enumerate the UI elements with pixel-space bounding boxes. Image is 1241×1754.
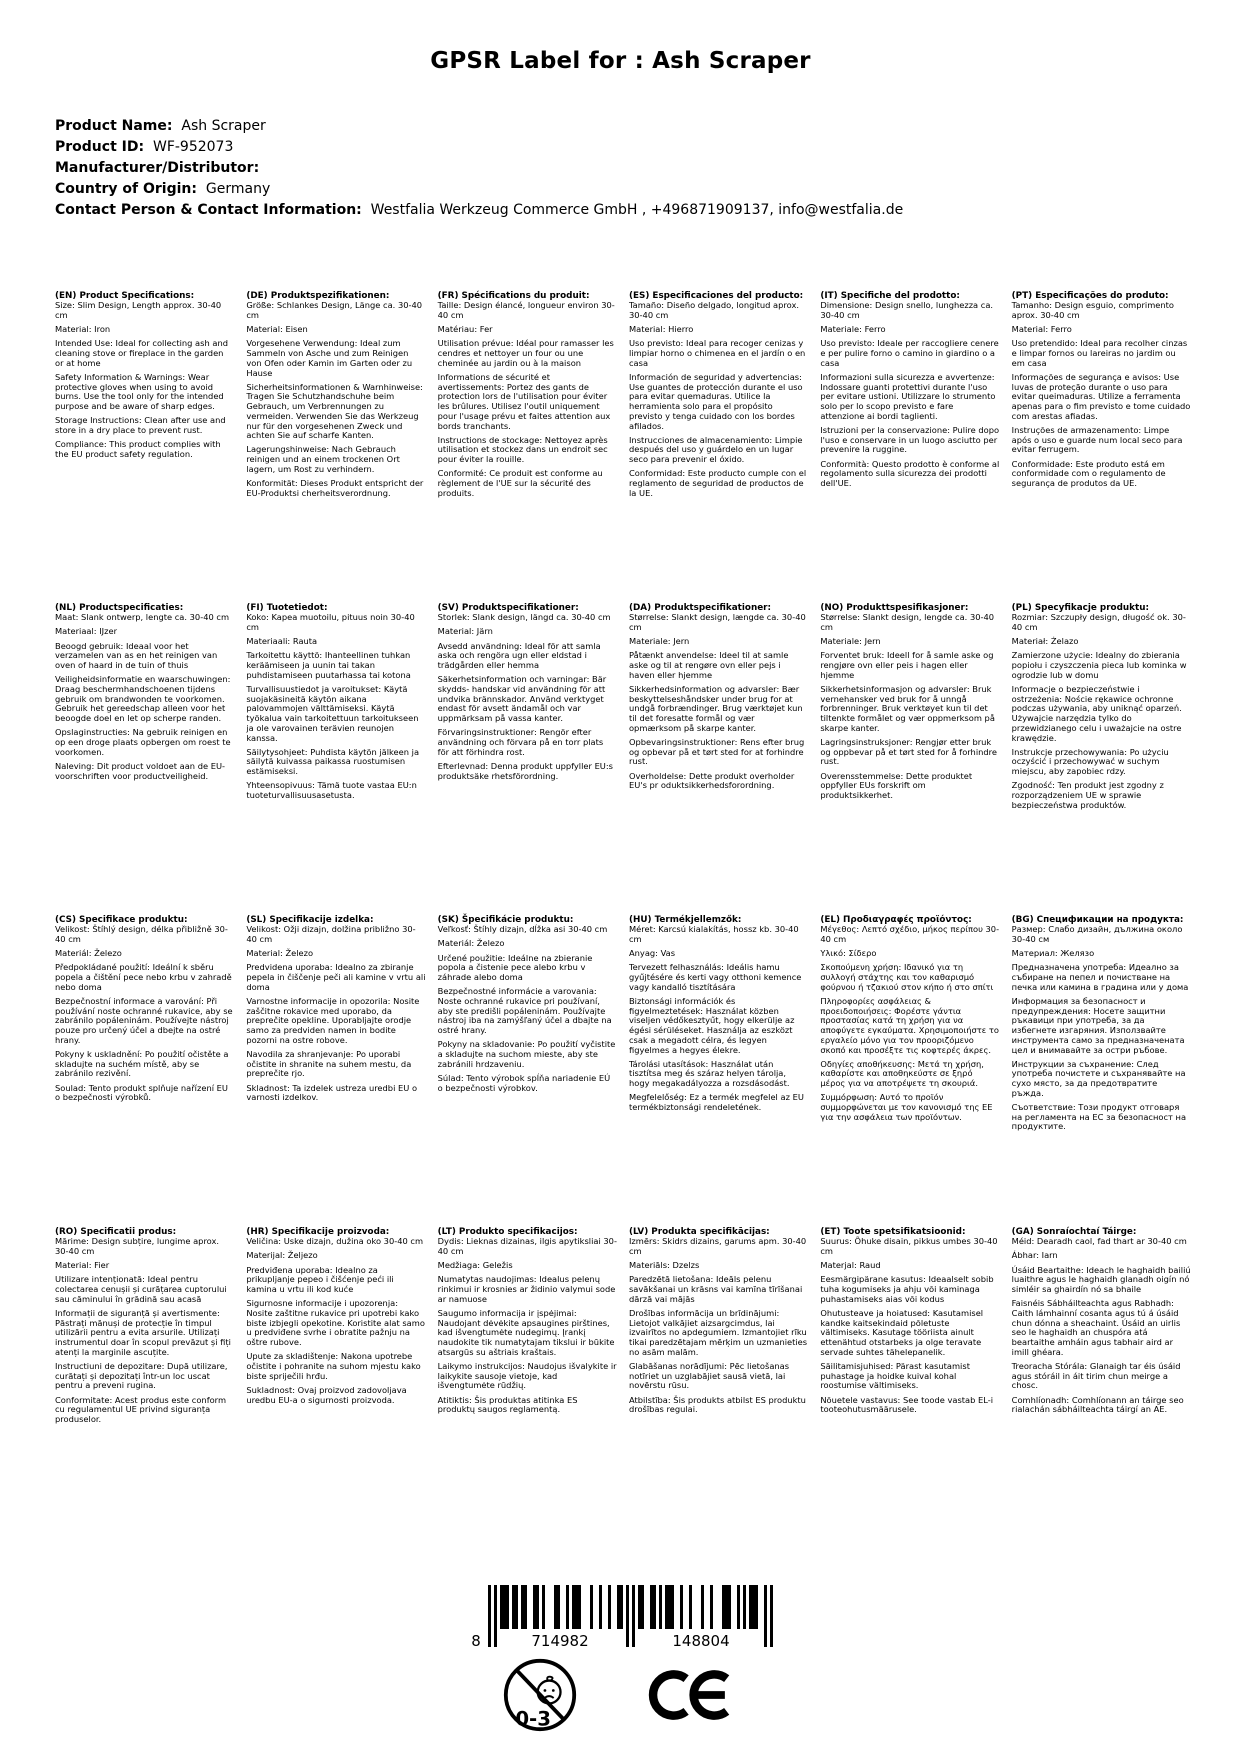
spec-block-heading: (SK) Špecifikácie produktu: — [437, 915, 574, 925]
spec-paragraph: Съответствие: Този продукт отговаря на регламента на ЕС за безопасност на продуктите. — [1011, 1102, 1187, 1132]
spec-block-sk — [438, 915, 617, 1227]
spec-paragraph: Materiál: Železo — [437, 938, 505, 949]
spec-paragraph: Opbevaringsinstruktioner: Rens efter brug og opbevar på et tørt sted for at forhindre rust. — [628, 737, 805, 767]
spec-paragraph: Materiał: Żelazo — [1011, 636, 1079, 647]
spec-paragraph: Instructiuni de depozitare: După utilizare, curătați și depozitați într-un loc uscat pentru a preveni rugina. — [55, 1361, 228, 1391]
spec-paragraph: Conformité: Ce produit est conforme au règlement de l'UE sur la sécurité des produits. — [437, 468, 603, 498]
spec-block-heading: (CS) Specifikace produktu: — [55, 915, 188, 925]
spec-block-fr — [438, 291, 617, 603]
spec-paragraph: Säilytysohjeet: Puhdista käytön jälkeen ja säilytä kuivassa paikassa ruostumisen estämiseksi. — [246, 746, 420, 777]
spec-paragraph: Forventet bruk: Ideell for å samle aske og rengjøre ovn eller peis i hagen eller hjemme — [820, 650, 994, 680]
compliance-icons-row — [0, 1657, 1241, 1733]
spec-paragraph: Overensstemmelse: Dette produktet oppfyller EUs forskrift om produktsikkerhet. — [820, 770, 973, 801]
spec-paragraph: Určené použitie: Ideálne na zbieranie popola a čistenie pece alebo krbu v záhrade alebo doma — [437, 952, 593, 983]
spec-paragraph: Skladnost: Ta izdelek ustreza uredbi EU o varnosti izdelkov. — [246, 1082, 418, 1103]
spec-paragraph: Lagringsinstruksjoner: Rengjør etter bruk og oppbevar på et tørt sted for å forhindre rust. — [820, 737, 997, 767]
spec-block-heading: (HR) Specifikacije proizvoda: — [246, 1227, 390, 1237]
spec-block-it — [820, 291, 999, 603]
spec-paragraph: Atitiktis: Šis produktas atitinka ES produktų saugos reglamentą. — [437, 1394, 578, 1415]
spec-paragraph: Информация за безопасност и предупреждения: Носете защитни ръкавици при употреба, за да избегнете изгаряния. Използвайте инструмента само за предназначената цел и внимавайте за остри ръбове. — [1011, 996, 1185, 1055]
spec-block-heading: (DA) Produktspecifikationer: — [628, 603, 772, 613]
spec-paragraph: Laikymo instrukcijos: Naudojus išvalykite ir laikykite sausoje vietoje, kad išvengtumėte rūdžių. — [437, 1361, 617, 1391]
spec-paragraph: Faisnéis Sábháilteachta agus Rabhadh: Caith lámhainní cosanta agus tú á úsáid chun dónna a sheachaint. Úsáid an uirlis seo le haghaidh an chuspóra atá beartaithe amháin agus tabhair aird ar imill ghéara. — [1011, 1298, 1181, 1357]
spec-block-heading: (SL) Specifikacije izdelka: — [246, 915, 374, 925]
spec-paragraph: Matériau: Fer — [437, 324, 493, 335]
spec-paragraph: Méret: Karcsú kialakítás, hossz kb. 30-40 cm — [628, 924, 799, 944]
spec-block-heading: (IT) Specifiche del prodotto: — [820, 291, 960, 301]
spec-paragraph: Comhlíonadh: Comhlíonann an táirge seo rialachán sábháilteachta táirgí an AE. — [1011, 1394, 1184, 1415]
product-field-label: Contact Person & Contact Information: — [55, 202, 362, 218]
spec-paragraph: Izmērs: Skidrs dizains, garums apm. 30-40 cm — [628, 1236, 807, 1256]
product-field — [55, 116, 1186, 137]
spec-block-cs — [55, 915, 234, 1227]
spec-block-heading: (ET) Toote spetsifikatsioonid: — [820, 1227, 966, 1237]
spec-paragraph: Biztonsági információk és figyelmeztetések: Használat közben viseljen védőkesztyűt, hogy elkerülje az égési sérüléseket. Használja az eszközt csak a megadott célra, és legyen figyelmes a hegyes élekre. — [628, 996, 795, 1055]
spec-block-heading: (ES) Especificaciones del producto: — [628, 291, 804, 301]
spec-block-lt — [438, 1227, 617, 1539]
age-warning-label: 0-3 — [514, 1707, 551, 1731]
spec-block-heading: (HU) Termékjellemzők: — [628, 915, 742, 925]
spec-block-no — [820, 603, 999, 915]
spec-paragraph: Intended Use: Ideal for collecting ash and cleaning stove or fireplace in the garden or at home — [55, 338, 228, 368]
spec-paragraph: Sikkerhetsinformasjon og advarsler: Bruk vernehansker ved bruk for å unngå forbrenninger. Bruk verktøyet kun til det tiltenkte formålet og vær oppmerksom på skarpe kanter. — [820, 684, 995, 733]
spec-paragraph: Material: Eisen — [246, 324, 308, 335]
spec-block-pl — [1012, 603, 1191, 915]
spec-block-hu — [629, 915, 808, 1227]
spec-paragraph: Koko: Kapea muotoilu, pituus noin 30-40 cm — [246, 612, 415, 632]
spec-paragraph: Megfelelőség: Ez a termék megfelel az EU termékbiztonsági rendeletének. — [628, 1092, 804, 1113]
spec-paragraph: Påtænkt anvendelse: Ideel til at samle aske og til at rengøre ovn eller pejs i haven eller hjemme — [628, 650, 789, 680]
spec-paragraph: Материал: Желязо — [1011, 948, 1095, 959]
spec-paragraph: Conformitate: Acest produs este conform cu regulamentul UE privind siguranța produselor. — [55, 1394, 227, 1425]
spec-paragraph: Storlek: Slank design, längd ca. 30-40 cm — [437, 612, 611, 623]
spec-paragraph: Zamierzone użycie: Idealny do zbierania popiołu i czyszczenia pieca lub kominka w ogrodzie lub w domu — [1011, 650, 1187, 680]
spec-paragraph: Informații de siguranță și avertismente: Păstrați mănuși de protecție în timpul utilizării pentru a evita arsurile. Utilizați instrumentul doar în scopul prevăzut și fiți atenți la marginile ascuțite. — [55, 1308, 231, 1357]
spec-paragraph: Material: Ferro — [1011, 324, 1072, 335]
spec-paragraph: Velikost: Ožji dizajn, dolžina približno 30-40 cm — [246, 924, 416, 944]
spec-block-heading: (NL) Productspecificaties: — [55, 603, 184, 613]
barcode-left-group: 714982 — [531, 1632, 589, 1649]
spec-paragraph: Tamanho: Design esguio, comprimento aprox. 30-40 cm — [1011, 300, 1174, 320]
product-field — [55, 158, 1186, 179]
spec-paragraph: Taille: Design élancé, longueur environ 30-40 cm — [437, 300, 615, 320]
spec-paragraph: Materiaali: Rauta — [246, 636, 318, 647]
spec-paragraph: Uso previsto: Ideal para recoger cenizas y limpiar horno o chimenea en el jardín o en casa — [628, 338, 806, 368]
spec-paragraph: Informations de sécurité et avertissements: Portez des gants de protection lors de l'utilisation pour éviter les brûlures. Utilisez l'outil uniquement pour l'usage prévu et faites attention aux bords tranchants. — [437, 372, 611, 431]
spec-block-ga — [1012, 1227, 1191, 1539]
spec-block-lv — [629, 1227, 808, 1539]
spec-paragraph: Σκοπούμενη χρήση: Ιδανικό για τη συλλογή στάχτης και τον καθαρισμό φούρνου ή τζακιού στον κήπο ή στο σπίτι — [820, 962, 994, 992]
spec-paragraph: Size: Slim Design, Length approx. 30-40 cm — [55, 300, 222, 320]
spec-paragraph: Размер: Слабо дизайн, дължина около 30-40 см — [1011, 924, 1183, 944]
spec-paragraph: Lagerungshinweise: Nach Gebrauch reinigen und an einem trockenen Ort lagern, um Rost zu verhindern. — [246, 444, 400, 474]
spec-paragraph: Materiāls: Dzelzs — [628, 1260, 700, 1271]
product-field-value: WF-952073 — [144, 139, 234, 155]
spec-paragraph: Material: Iron — [55, 324, 111, 335]
spec-paragraph: Bezpečnostní informace a varování: Při používání noste ochranné rukavice, aby se zabránilo popáleninám. Používejte nástroj pouze pro určený účel a dbejte na ostré hrany. — [55, 996, 233, 1045]
spec-paragraph: Overholdelse: Dette produkt overholder EU's pr oduktsikkerhedsforordning. — [628, 770, 795, 791]
spec-paragraph: Materjal: Raud — [820, 1260, 881, 1271]
spec-paragraph: Treoracha Stórála: Glanaigh tar éis úsáid agus stóráil in áit tirim chun meirge a chosc. — [1011, 1361, 1181, 1391]
spec-block-heading: (SV) Produktspecifikationer: — [437, 603, 579, 613]
spec-block-heading: (NO) Produkttspesifikasjoner: — [820, 603, 969, 613]
spec-paragraph: Súlad: Tento výrobok spĺňa nariadenie EÚ o bezpečnosti výrobkov. — [437, 1072, 611, 1093]
spec-paragraph: Efterlevnad: Denna produkt uppfyller EU:s produktsäke rhetsförordning. — [437, 760, 614, 781]
spec-paragraph: Pokyny k uskladnění: Po použití očistěte a skladujte na suchém místě, aby se zabránilo rezivění. — [55, 1049, 229, 1079]
spec-paragraph: Storage Instructions: Clean after use and store in a dry place to prevent rust. — [55, 415, 226, 436]
spec-block-heading: (EN) Product Specifications: — [55, 291, 195, 301]
spec-block-heading: (PL) Specyfikacje produktu: — [1011, 603, 1150, 613]
spec-paragraph: Rozmiar: Szczupły design, długość ok. 30-40 cm — [1011, 612, 1186, 632]
spec-paragraph: Conformità: Questo prodotto è conforme al regolamento sulla sicurezza dei prodotti dell'UE. — [820, 458, 1000, 489]
product-field-label: Manufacturer/Distributor: — [55, 160, 260, 176]
spec-paragraph: Υλικό: Σίδερο — [820, 948, 877, 959]
spec-paragraph: Veličina: Uske dizajn, dužina oko 30-40 cm — [246, 1236, 424, 1247]
spec-paragraph: Tamaño: Diseño delgado, longitud aprox. 30-40 cm — [628, 300, 800, 320]
barcode-first-digit: 8 — [471, 1632, 481, 1649]
spec-block-pt — [1012, 291, 1191, 603]
spec-block-hr — [246, 1227, 425, 1539]
spec-paragraph: Beoogd gebruik: Ideaal voor het verzamelen van as en het reinigen van oven of haard in de tuin of thuis — [55, 640, 218, 671]
spec-block-nl — [55, 603, 234, 915]
spec-paragraph: Material: Järn — [437, 626, 493, 637]
spec-block-da — [629, 603, 808, 915]
spec-paragraph: Πληροφορίες ασφάλειας & προειδοποιήσεις: Φορέστε γάντια προστασίας κατά τη χρήση για να αποφύγετε εγκαύματα. Χρησιμοποιήστε το εργαλείο μόνο για τον προοριζόμενο σκοπό και προσέξτε τις κοφτερές άκρες. — [820, 996, 999, 1055]
spec-paragraph: Predviđena uporaba: Idealno za prikupljanje pepeo i čišćenje peći ili kamina u vrtu ili kod kuće — [246, 1264, 394, 1295]
spec-paragraph: Navodila za shranjevanje: Po uporabi očistite in shranite na suhem mestu, da preprečite rjo. — [246, 1049, 412, 1079]
spec-paragraph: Säilitamisjuhised: Pärast kasutamist puhastage ja hoidke kuival kohal roostumise vältimiseks. — [820, 1361, 970, 1391]
product-field — [55, 200, 1186, 221]
spec-paragraph: Medžiaga: Geležis — [437, 1260, 513, 1271]
spec-paragraph: Säkerhetsinformation och varningar: Bär skydds- handskar vid användning för att undvika brännskador. Använd verktyget endast för avsett ändamål och var uppmärksam på vassa kanter. — [437, 674, 607, 724]
barcode-right-group: 148804 — [672, 1632, 730, 1649]
spec-paragraph: Instrukcje przechowywania: Po użyciu oczyścić i przechowywać w suchym miejscu, aby zapobiec rdzy. — [1011, 746, 1169, 777]
product-field-label: Product ID: — [55, 139, 145, 155]
spec-paragraph: Informações de segurança e avisos: Use luvas de proteção durante o uso para evitar queimaduras. Utilize a ferramenta apenas para o fim previsto e tome cuidado com arestas afiadas. — [1011, 372, 1191, 421]
spec-paragraph: Materiale: Ferro — [820, 324, 886, 335]
spec-paragraph: Compliance: This product complies with the EU product safety regulation. — [55, 439, 221, 459]
spec-paragraph: Material: Fier — [55, 1260, 110, 1271]
spec-paragraph: Safety Information & Warnings: Wear protective gloves when using to avoid burns. Use the tool only for the intended purpose and be aware of sharp edges. — [55, 372, 224, 412]
spec-paragraph: Utilizare intenționată: Ideal pentru colectarea cenușii și curățarea cuptorului sau căminului în grădină sau acasă — [55, 1274, 227, 1304]
spec-paragraph: Maat: Slank ontwerp, lengte ca. 30-40 cm — [55, 612, 230, 623]
spec-block-de — [246, 291, 425, 603]
spec-paragraph: Úsáid Beartaithe: Ideach le haghaidh bailiú luaithre agus le haghaidh glanadh oigín nó simléir sa ghairdín nó sa bhaile — [1011, 1264, 1191, 1295]
spec-block-heading: (LT) Produkto specifikacijos: — [437, 1227, 578, 1237]
spec-block-et — [820, 1227, 999, 1539]
spec-paragraph: Förvaringsinstruktioner: Rengör efter användning och förvara på en torr plats för att förhindra rost. — [437, 727, 604, 757]
spec-block-heading: (GA) Sonraíochtaí Táirge: — [1011, 1227, 1137, 1237]
spec-paragraph: Utilisation prévue: Idéal pour ramasser les cendres et nettoyer un four ou une cheminée au jardin ou à la maison — [437, 338, 614, 368]
spec-block-es — [629, 291, 808, 603]
spec-paragraph: Bezpečnostné informácie a varovania: Noste ochranné rukavice pri používaní, aby ste predišli popáleninám. Používajte nástroj iba na zamýšľaný účel a dbajte na ostré hrany. — [437, 986, 612, 1036]
spec-paragraph: Konformität: Dieses Produkt entspricht der EU-Produktsi cherheitsverordnung. — [246, 478, 424, 498]
spec-paragraph: Ohutusteave ja hoiatused: Kasutamisel kandke kaitsekindaid põletuste vältimiseks. Kasutage tööriista ainult ettenähtud otstarbeks ja olge teravate servade suhtes tähelepanelik. — [820, 1308, 984, 1357]
spec-paragraph: Μέγεθος: Λεπτό σχέδιο, μήκος περίπου 30-40 cm — [820, 924, 1000, 944]
product-info — [55, 116, 1186, 221]
spec-paragraph: Materiale: Jern — [628, 636, 690, 647]
spec-block-heading: (EL) Προδιαγραφές προϊόντος: — [820, 915, 972, 925]
spec-paragraph: Materijal: Željezo — [246, 1250, 318, 1261]
product-field-value: Ash Scraper — [172, 118, 266, 134]
product-field-label: Product Name: — [55, 118, 173, 134]
spec-paragraph: Predvidena uporaba: Idealno za zbiranje pepela in čiščenje peči ali kamine v vrtu ali doma — [246, 962, 426, 992]
spec-paragraph: Sikkerhedsinformation og advarsler: Bær beskyttelseshåndsker under brug for at undgå forbrændinger. Brug værktøjet kun til det foresatte formål og vær opmærksom på skarpe kanter. — [628, 684, 803, 733]
spec-paragraph: Avsedd användning: Ideal för att samla aska och rengöra ugn eller eldstad i trädgården eller hemma — [437, 640, 601, 671]
spec-paragraph: Uso pretendido: Ideal para recolher cinzas e limpar fornos ou lareiras no jardim ou em casa — [1011, 338, 1188, 368]
spec-paragraph: Material: Železo — [246, 948, 314, 959]
spec-paragraph: Yhteensopivuus: Tämä tuote vastaa EU:n tuoteturvallisuusasetusta. — [246, 780, 417, 801]
spec-paragraph: Atbilstība: Šis produkts atbilst ES produktu drošības regulai. — [628, 1394, 806, 1415]
spec-paragraph: Tarkoitettu käyttö: Ihanteellinen tuhkan keräämiseen ja uunin tai takan puhdistamiseen puutarhassa tai kotona — [246, 650, 411, 680]
spec-block-fi — [246, 603, 425, 915]
product-field-value: Germany — [197, 181, 271, 197]
spec-paragraph: Soulad: Tento produkt splňuje nařízení EU o bezpečnosti výrobků. — [55, 1082, 228, 1103]
spec-paragraph: Pokyny na skladovanie: Po použití vyčistite a skladujte na suchom mieste, aby ste zabránili hrdzaveniu. — [437, 1039, 616, 1069]
spec-paragraph: Numatytas naudojimas: Idealus pelenų rinkimui ir krosnies ar židinio valymui sode ar namuose — [437, 1274, 616, 1304]
spec-block-sl — [246, 915, 425, 1227]
spec-block-heading: (PT) Especificações do produto: — [1011, 291, 1169, 301]
spec-paragraph: Conformidad: Este producto cumple con el reglamento de seguridad de productos de la UE. — [628, 468, 807, 498]
spec-block-heading: (LV) Produkta specifikācijas: — [628, 1227, 770, 1237]
spec-paragraph: Størrelse: Slankt design, længde ca. 30-40 cm — [628, 612, 806, 632]
spec-paragraph: Veiligheidsinformatie en waarschuwingen: Draag beschermhandschoenen tijdens gebruik om brandwonden te voorkomen. Gebruik het gereedschap alleen voor het beoogde doel en let op scherpe randen. — [55, 674, 231, 724]
spec-paragraph: Sukladnost: Ovaj proizvod zadovoljava uredbu EU-a o sigurnosti proizvoda. — [246, 1384, 407, 1405]
spec-paragraph: Zgodność: Ten produkt jest zgodny z rozporządzeniem UE w sprawie bezpieczeństwa produktów. — [1011, 780, 1164, 810]
spec-paragraph: Upute za skladištenje: Nakona upotrebe očistite i pohranite na suhom mjestu kako biste spriječili hrđu. — [246, 1351, 421, 1381]
spec-paragraph: Opslaginstructies: Na gebruik reinigen en op een droge plaats opbergen om roest te voorkomen. — [55, 727, 231, 757]
spec-block-heading: (RO) Specificatii produs: — [55, 1227, 177, 1237]
spec-block-en — [55, 291, 234, 603]
spec-paragraph: Nõuetele vastavus: See toode vastab EL-i tooteohutusmäärusele. — [820, 1394, 994, 1415]
page-title: GPSR Label for : Ash Scraper — [430, 48, 811, 74]
spec-paragraph: Materiaal: IJzer — [55, 626, 117, 637]
spec-paragraph: Glabāšanas norādījumi: Pēc lietošanas notīriet un uzglabājiet sausā vietā, lai novērstu rūsu. — [628, 1361, 790, 1391]
spec-paragraph: Informacje o bezpieczeństwie i ostrzeżenia: Noście rękawice ochronne podczas używania, aby uniknąć oparzeń. Używajcie narzędzia tylko do przewidzianego celu i uważajcie na ostre krawędzie. — [1011, 684, 1182, 743]
spec-paragraph: Anyag: Vas — [628, 948, 676, 959]
spec-paragraph: Συμμόρφωση: Αυτό το προϊόν συμμορφώνεται με τον κανονισμό της ΕΕ για την ασφάλεια των προϊόντων. — [820, 1092, 993, 1122]
age-warning-0-3-icon — [502, 1657, 578, 1733]
spec-block-heading: (FI) Tuotetiedot: — [246, 603, 328, 613]
spec-paragraph: Veľkosť: Štíhly dizajn, dĺžka asi 30-40 cm — [437, 924, 608, 935]
spec-paragraph: Mărime: Design subțire, lungime aprox. 30-40 cm — [55, 1236, 220, 1256]
spec-paragraph: Předpokládané použití: Ideální k sběru popela a čištění pece nebo krbu v zahradě nebo doma — [55, 962, 232, 992]
spec-paragraph: Méid: Dearadh caol, fad thart ar 30-40 cm — [1011, 1236, 1187, 1247]
barcode-section — [0, 1585, 1241, 1649]
spec-paragraph: Saugumo informacija ir įspėjimai: Naudojant dėvėkite apsaugines pirštines, kad išvengtumėte nudegimų. Įrankį naudokite tik numatytajam tikslui ir būkite atsargūs su aštriais kraštais. — [437, 1308, 615, 1357]
spec-paragraph: Предназначена употреба: Идеално за събиране на пепел и почистване на печка или камина в градина или у дома — [1011, 962, 1189, 992]
baby-face-glyph — [537, 1677, 560, 1704]
spec-paragraph: Materiale: Jern — [820, 636, 881, 647]
spec-paragraph: Instruções de armazenamento: Limpe após o uso e guarde num local seco para evitar ferrugem. — [1011, 425, 1183, 455]
spec-paragraph: Sigurnosne informacije i upozorenja: Nosite zaštitne rukavice pri upotrebi kako biste izbjegli opekotine. Koristite alat samo u predviđene svrhe i obratite pažnju na oštre rubove. — [246, 1298, 425, 1348]
spec-block-heading: (FR) Spécifications du produit: — [437, 291, 590, 301]
spec-paragraph: Conformidade: Este produto está em conformidade com o regulamento de segurança de produtos da UE. — [1011, 458, 1166, 489]
product-field — [55, 137, 1186, 158]
spec-paragraph: Velikost: Štíhlý design, délka přibližně 30-40 cm — [55, 924, 228, 944]
spec-paragraph: Varnostne informacije in opozorila: Nosite zaščitne rokavice med uporabo, da preprečite opekline. Uporabljajte orodje samo za predviden namen in bodite pozorni na ostre robove. — [246, 996, 420, 1045]
spec-block-el — [820, 915, 999, 1227]
spec-paragraph: Инструкции за съхранение: След употреба почистете и съхранявайте на сухо място, за да предотвратите ръжда. — [1011, 1058, 1186, 1098]
spec-paragraph: Dimensione: Design snello, lunghezza ca. 30-40 cm — [820, 300, 994, 320]
spec-paragraph: Größe: Schlankes Design, Länge ca. 30-40 cm — [246, 300, 423, 320]
spec-paragraph: Tervezett felhasználás: Ideális hamu gyűjtésére és kerti vagy otthoni kemence vagy kandalló tisztítására — [628, 962, 802, 992]
product-field — [55, 179, 1186, 200]
product-field-label: Country of Origin: — [55, 181, 197, 197]
spec-block-heading: (DE) Produktspezifikationen: — [246, 291, 390, 301]
ean13-barcode-icon — [468, 1585, 773, 1649]
spec-paragraph: Drošības informācija un brīdinājumi: Lietojot valkājiet aizsargcimdus, lai izvairītos no apdegumiem. Izmantojiet rīku tikai paredzētajam mērķim un uzmanieties no asām malām. — [628, 1308, 808, 1357]
spec-block-ro — [55, 1227, 234, 1539]
spec-paragraph: Naleving: Dit product voldoet aan de EU-voorschriften voor productveiligheid. — [55, 760, 226, 781]
spec-paragraph: Instructions de stockage: Nettoyez après utilisation et stockez dans un endroit sec pour éviter la rouille. — [437, 434, 608, 465]
spec-paragraph: Istruzioni per la conservazione: Pulire dopo l'uso e conservare in un luogo asciutto per prevenire la ruggine. — [820, 425, 1000, 455]
spec-paragraph: Turvallisuustiedot ja varoitukset: Käytä suojakäsineitä käytön aikana palovammojen välttämiseksi. Käytä työkalua vain tarkoitettuun tarkoitukseen ja ole varovainen terävien reunojen kanssa. — [246, 684, 419, 743]
spec-paragraph: Οδηγίες αποθήκευσης: Μετά τη χρήση, καθαρίστε και αποθηκεύστε σε ξηρό μέρος για να αποτρέψετε τη σκουριά. — [820, 1058, 984, 1089]
spec-paragraph: Størrelse: Slankt design, lengde ca. 30-40 cm — [820, 612, 995, 632]
spec-paragraph: Sicherheitsinformationen & Warnhinweise: Tragen Sie Schutzhandschuhe beim Gebrauch, um Verbrennungen zu vermeiden. Verwenden Sie das Werkzeug nur für den vorgesehenen Zweck und achten Sie auf scharfe Kanten. — [246, 381, 423, 441]
spec-paragraph: Ábhar: Iarn — [1011, 1250, 1058, 1261]
spec-paragraph: Eesmärgipärane kasutus: Ideaalselt sobib tuha kogumiseks ja ahju või kaminaga puhastamiseks aias või kodus — [820, 1274, 994, 1304]
spec-grid — [55, 291, 1191, 1539]
spec-paragraph: Material: Hierro — [628, 324, 694, 335]
spec-paragraph: Instrucciones de almacenamiento: Limpie después del uso y guárdelo en un lugar seco para prevenir el óxido. — [628, 434, 803, 465]
spec-paragraph: Dydis: Lieknas dizainas, ilgis apytiksliai 30-40 cm — [437, 1236, 617, 1256]
spec-paragraph: Suurus: Õhuke disain, pikkus umbes 30-40 cm — [820, 1236, 998, 1256]
spec-paragraph: Materiál: Železo — [55, 948, 122, 959]
spec-block-sv — [438, 603, 617, 915]
spec-paragraph: Información de seguridad y advertencias: Use guantes de protección durante el uso para evitar quemaduras. Utilice la herramienta solo para el propósito previsto y tenga cuidado con los bordes afilados. — [628, 372, 803, 431]
ce-mark-icon — [648, 1665, 740, 1725]
spec-paragraph: Paredzētā lietošana: Ideāls pelenu savākšanai un krāsns vai kamīna tīrīšanai dārzā vai mājās — [628, 1274, 803, 1304]
spec-paragraph: Uso previsto: Ideale per raccogliere cenere e per pulire forno o camino in giardino o a casa — [820, 338, 999, 368]
spec-block-heading: (BG) Спецификации на продукта: — [1011, 915, 1184, 925]
spec-paragraph: Vorgesehene Verwendung: Ideal zum Sammeln von Asche und zum Reinigen von Ofen oder Kamin im Garten oder zu Hause — [246, 338, 413, 378]
spec-paragraph: Tárolási utasítások: Használat után tisztítsa meg és száraz helyen tárolja, hogy megakadályozza a rozsdásodást. — [628, 1058, 790, 1089]
product-field-value: Westfalia Werkzeug Commerce GmbH , +496871909137, info@westfalia.de — [361, 202, 904, 218]
spec-block-bg — [1012, 915, 1191, 1227]
spec-paragraph: Informazioni sulla sicurezza e avvertenze: Indossare guanti protettivi durante l'uso per evitare ustioni. Utilizzare lo strumento solo per lo scopo previsto e fare attenzione ai bordi taglienti. — [820, 372, 996, 421]
